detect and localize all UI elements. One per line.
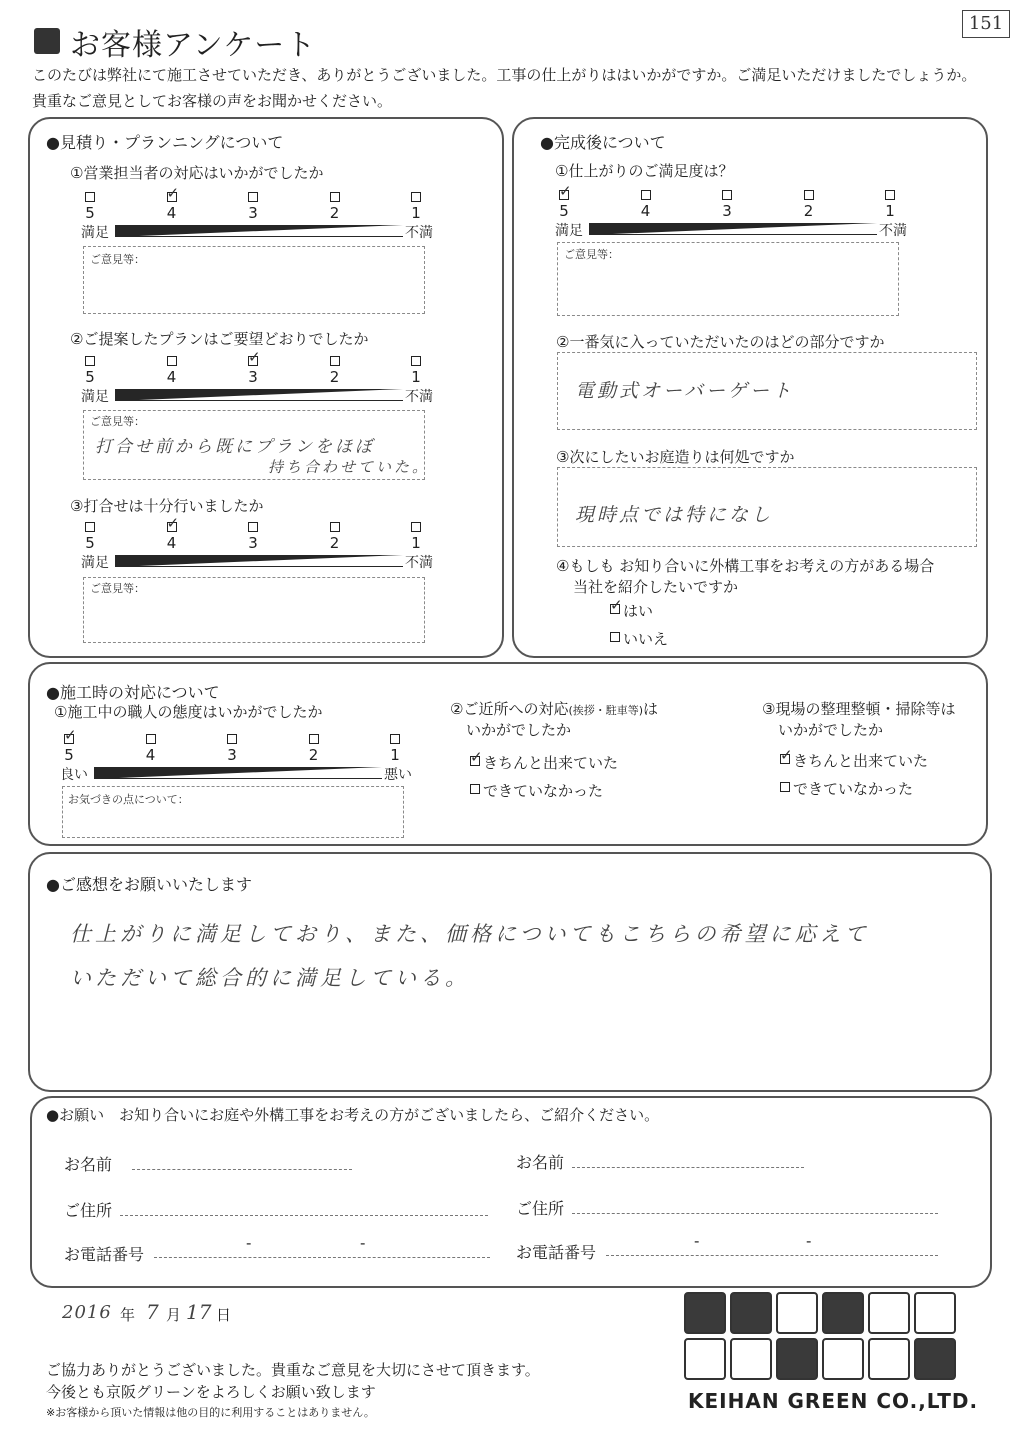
date-month: 7 bbox=[146, 1300, 162, 1324]
construction-q1-checkbox-1[interactable] bbox=[390, 734, 400, 744]
after-q4-no-checkbox[interactable] bbox=[610, 632, 620, 642]
construction-q2-label-line-2: いかがでしたか bbox=[466, 721, 572, 739]
estimate-q3-checkbox-2[interactable] bbox=[330, 522, 340, 532]
after-q1-number-5: 5 bbox=[559, 202, 569, 220]
after-q1-checkbox-1[interactable] bbox=[885, 190, 895, 200]
construction-q1-good-label: 良い bbox=[60, 767, 88, 783]
estimate-q3-number-1: 1 bbox=[411, 534, 421, 552]
construction-q1-number-2: 2 bbox=[308, 746, 319, 764]
estimate-q1-checkbox-1[interactable] bbox=[411, 192, 421, 202]
request-left-phone-dash-2: - bbox=[360, 1234, 366, 1252]
estimate-q3-checkbox-5[interactable] bbox=[85, 522, 95, 532]
estimate-q2-comment-line-1: 打合せ前から既にプランをほぼ bbox=[95, 437, 375, 457]
after-q1-number-4: 4 bbox=[640, 202, 651, 220]
estimate-q2-checkbox-3[interactable] bbox=[248, 356, 258, 366]
construction-q1-scale-line bbox=[94, 778, 382, 779]
construction-q1-number-1: 1 bbox=[390, 746, 400, 764]
request-left-phone-field[interactable] bbox=[154, 1256, 490, 1258]
page-title: お客様アンケート bbox=[70, 28, 317, 63]
after-q1-bad-label: 不満 bbox=[879, 223, 907, 239]
footer-thanks: ご協力ありがとうございました。貴重なご意見を大切にさせて頂きます。 bbox=[46, 1361, 540, 1379]
construction-q1-checkbox-2[interactable] bbox=[309, 734, 319, 744]
after-q4-label-line-1: ④もしも お知り合いに外構工事をお考えの方がある場合 bbox=[556, 557, 935, 575]
construction-q1-checkbox-5[interactable] bbox=[64, 734, 74, 744]
after-q4-no-label: いいえ bbox=[623, 630, 669, 648]
logo-cell bbox=[730, 1338, 772, 1380]
after-q1-checkbox-3[interactable] bbox=[722, 190, 732, 200]
estimate-q1-number-1: 1 bbox=[411, 204, 421, 222]
logo-cell bbox=[730, 1292, 772, 1334]
estimate-q1-checkbox-2[interactable] bbox=[330, 192, 340, 202]
title-marker bbox=[34, 28, 60, 54]
request-left-address-field[interactable] bbox=[120, 1214, 488, 1216]
impressions-line-1: 仕上がりに満足しており、また、価格についてもこちらの希望に応えて bbox=[70, 922, 870, 946]
after-q2-answer: 電動式オーバーゲート bbox=[575, 380, 795, 402]
request-right-phone-field[interactable] bbox=[606, 1254, 938, 1256]
construction-q1-comment-label: お気づきの点について： bbox=[68, 793, 189, 806]
estimate-q1-checkbox-3[interactable] bbox=[248, 192, 258, 202]
logo-cell bbox=[776, 1338, 818, 1380]
construction-q1-label: ①施工中の職人の態度はいかがでしたか bbox=[54, 703, 323, 721]
estimate-q1-number-3: 3 bbox=[248, 204, 258, 222]
estimate-q1-number-5: 5 bbox=[85, 204, 95, 222]
estimate-q1-checkbox-5[interactable] bbox=[85, 192, 95, 202]
estimate-q2-checkbox-4[interactable] bbox=[167, 356, 177, 366]
after-q1-number-3: 3 bbox=[722, 202, 732, 220]
logo-cell bbox=[914, 1338, 956, 1380]
estimate-q2-scale-line bbox=[115, 400, 403, 401]
estimate-q2-comment-label: ご意見等： bbox=[90, 415, 145, 428]
intro-line-1: このたびは弊社にて施工させていただき、ありがとうございました。工事の仕上がりははいかがですか。ご満足いただけましたでしょうか。 bbox=[32, 66, 977, 84]
estimate-q3-number-3: 3 bbox=[248, 534, 258, 552]
construction-q1-number-5: 5 bbox=[64, 746, 74, 764]
estimate-q2-number-5: 5 bbox=[85, 368, 95, 386]
estimate-q2-label: ②ご提案したプランはご要望どおりでしたか bbox=[70, 330, 369, 348]
estimate-q3-good-label: 満足 bbox=[81, 555, 109, 571]
estimate-q1-bad-label: 不満 bbox=[405, 225, 433, 241]
estimate-q3-number-5: 5 bbox=[85, 534, 95, 552]
logo-cell bbox=[684, 1338, 726, 1380]
after-q1-checkbox-5[interactable] bbox=[559, 190, 569, 200]
after-q1-checkbox-2[interactable] bbox=[804, 190, 814, 200]
construction-q3-label-line-2: いかがでしたか bbox=[778, 721, 884, 739]
date-year: 2016 bbox=[62, 1302, 112, 1323]
construction-heading: ●施工時の対応について bbox=[46, 683, 220, 702]
estimate-q2-good-label: 満足 bbox=[81, 389, 109, 405]
impressions-heading: ●ご感想をお願いいたします bbox=[46, 875, 252, 894]
company-name: KEIHAN GREEN CO.,LTD. bbox=[688, 1389, 979, 1413]
after-q1-number-2: 2 bbox=[803, 202, 814, 220]
after-q1-scale-line bbox=[589, 234, 877, 235]
date-day-unit: 日 bbox=[216, 1306, 232, 1324]
construction-q2-label-line-1: ②ご近所への対応(挨拶・駐車等)は bbox=[450, 700, 659, 718]
estimate-q1-scale-line bbox=[115, 236, 403, 237]
date-day: 17 bbox=[186, 1300, 212, 1324]
logo-cell bbox=[822, 1292, 864, 1334]
estimate-q2-number-4: 4 bbox=[166, 368, 177, 386]
estimate-q1-comment-label: ご意見等： bbox=[90, 253, 145, 266]
estimate-q3-number-2: 2 bbox=[329, 534, 340, 552]
intro-line-2: 貴重なご意見としてお客様の声をお聞かせください。 bbox=[32, 92, 393, 110]
estimate-q2-number-1: 1 bbox=[411, 368, 421, 386]
request-left-name-label: お名前 bbox=[64, 1155, 113, 1174]
request-right-address-label: ご住所 bbox=[516, 1199, 565, 1218]
after-q1-label: ①仕上がりのご満足度は？ bbox=[555, 162, 734, 180]
estimate-q2-comment-line-2: 持ち合わせていた。 bbox=[268, 458, 431, 476]
after-heading: ●完成後について bbox=[540, 133, 666, 152]
request-right-name-label: お名前 bbox=[516, 1153, 565, 1172]
construction-q2-opt2-checkbox[interactable] bbox=[470, 784, 480, 794]
after-q4-yes-label: はい bbox=[623, 602, 654, 620]
construction-q3-label-line-1: ③現場の整理整頓・掃除等は bbox=[762, 700, 956, 718]
estimate-q2-number-2: 2 bbox=[329, 368, 340, 386]
request-right-phone-label: お電話番号 bbox=[516, 1243, 597, 1262]
construction-q2-opt1-checkbox[interactable] bbox=[470, 756, 480, 766]
estimate-q3-number-4: 4 bbox=[166, 534, 177, 552]
request-left-name-field[interactable] bbox=[132, 1168, 352, 1170]
after-q3-answer: 現時点では特になし bbox=[575, 504, 774, 526]
estimate-q1-good-label: 満足 bbox=[81, 225, 109, 241]
request-left-phone-dash-1: - bbox=[246, 1234, 252, 1252]
request-heading: ●お願い お知り合いにお庭や外構工事をお考えの方がございましたら、ご紹介ください。 bbox=[46, 1106, 660, 1124]
date-year-unit: 年 bbox=[120, 1306, 136, 1324]
construction-q3-opt2-checkbox[interactable] bbox=[780, 782, 790, 792]
request-right-phone-dash-2: - bbox=[806, 1232, 812, 1250]
request-left-phone-label: お電話番号 bbox=[64, 1245, 145, 1264]
request-right-name-field[interactable] bbox=[572, 1166, 804, 1168]
company-logo bbox=[684, 1292, 964, 1384]
construction-q2-opt1-label: きちんと出来ていた bbox=[483, 754, 619, 772]
construction-q3-opt1-label: きちんと出来ていた bbox=[793, 752, 929, 770]
after-q1-checkbox-4[interactable] bbox=[641, 190, 651, 200]
estimate-q2-number-3: 3 bbox=[248, 368, 258, 386]
construction-q1-checkbox-4[interactable] bbox=[146, 734, 156, 744]
construction-q3-opt2-label: できていなかった bbox=[793, 780, 914, 798]
footer-note: ※お客様から頂いた情報は他の目的に利用することはありません。 bbox=[46, 1406, 375, 1419]
request-right-address-field[interactable] bbox=[572, 1212, 938, 1214]
logo-cell bbox=[822, 1338, 864, 1380]
construction-q1-number-3: 3 bbox=[227, 746, 237, 764]
date-month-unit: 月 bbox=[166, 1306, 182, 1324]
after-q3-label: ③次にしたいお庭造りは何処ですか bbox=[556, 448, 795, 466]
estimate-heading: ●見積り・プランニングについて bbox=[46, 133, 284, 152]
request-left-address-label: ご住所 bbox=[64, 1201, 113, 1220]
after-q1-number-1: 1 bbox=[885, 202, 895, 220]
page-number: 151 bbox=[962, 10, 1010, 38]
construction-q1-checkbox-3[interactable] bbox=[227, 734, 237, 744]
estimate-q2-checkbox-1[interactable] bbox=[411, 356, 421, 366]
after-q2-label: ②一番気に入っていただいたのはどの部分ですか bbox=[556, 333, 885, 351]
logo-cell bbox=[914, 1292, 956, 1334]
estimate-q2-checkbox-5[interactable] bbox=[85, 356, 95, 366]
estimate-q3-checkbox-1[interactable] bbox=[411, 522, 421, 532]
footer-regards: 今後とも京阪グリーンをよろしくお願い致します bbox=[46, 1383, 376, 1401]
estimate-q2-bad-label: 不満 bbox=[405, 389, 433, 405]
construction-q1-number-4: 4 bbox=[145, 746, 156, 764]
request-right-phone-dash-1: - bbox=[694, 1232, 700, 1250]
estimate-q1-number-2: 2 bbox=[329, 204, 340, 222]
estimate-q3-checkbox-3[interactable] bbox=[248, 522, 258, 532]
estimate-q3-bad-label: 不満 bbox=[405, 555, 433, 571]
construction-q1-bad-label: 悪い bbox=[384, 767, 412, 783]
estimate-q3-scale-line bbox=[115, 566, 403, 567]
impressions-line-2: いただいて総合的に満足している。 bbox=[70, 966, 470, 990]
after-q1-comment-label: ご意見等： bbox=[564, 248, 619, 261]
estimate-q1-number-4: 4 bbox=[166, 204, 177, 222]
construction-q2-opt2-label: できていなかった bbox=[483, 782, 604, 800]
logo-cell bbox=[684, 1292, 726, 1334]
estimate-q2-checkbox-2[interactable] bbox=[330, 356, 340, 366]
logo-cell bbox=[776, 1292, 818, 1334]
estimate-q3-label: ③打合せは十分行いましたか bbox=[70, 497, 264, 515]
logo-cell bbox=[868, 1338, 910, 1380]
estimate-q3-comment-label: ご意見等： bbox=[90, 582, 145, 595]
after-q1-good-label: 満足 bbox=[555, 223, 583, 239]
logo-cell bbox=[868, 1292, 910, 1334]
after-q4-label-line-2: 当社を紹介したいですか bbox=[573, 578, 739, 596]
estimate-q3-checkbox-4[interactable] bbox=[167, 522, 177, 532]
estimate-q1-label: ①営業担当者の対応はいかがでしたか bbox=[70, 164, 324, 182]
construction-q3-opt1-checkbox[interactable] bbox=[780, 754, 790, 764]
after-q4-yes-checkbox[interactable] bbox=[610, 604, 620, 614]
estimate-q1-checkbox-4[interactable] bbox=[167, 192, 177, 202]
